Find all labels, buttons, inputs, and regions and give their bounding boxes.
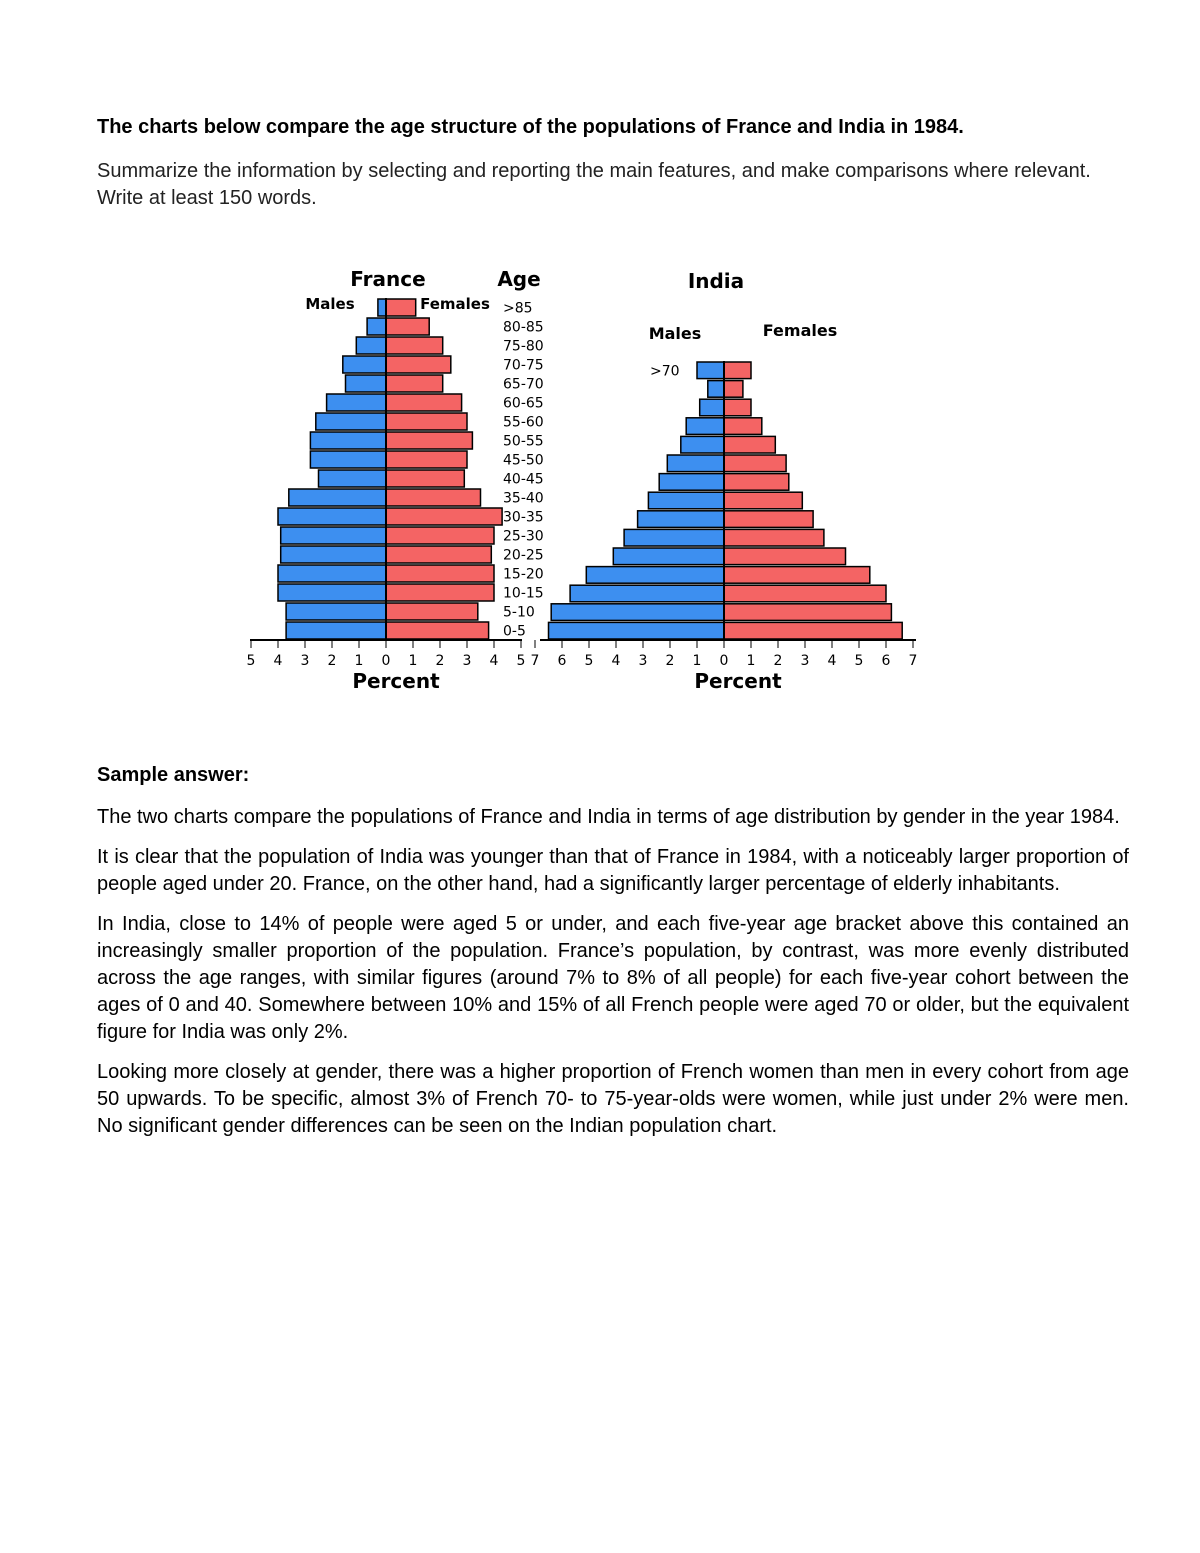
answer-paragraph-4: Looking more closely at gender, there was a higher proportion of French women than men in every cohort from age 50 upwards. To be specific, almost 3% of French 70- to 75-year-olds were women, while just under 2% were men. No significant gender differences can be seen on the Indian population chart. [97,1061,1129,1137]
female-bar-0-5 [386,622,489,639]
age-label: >85 [503,300,533,317]
india-bars [549,362,903,639]
male-bar-45-50 [667,455,724,472]
answer-paragraph-1: The two charts compare the populations of France and India in terms of age distribution by gender in the year 1984. [97,806,1120,828]
x-tick-label: 5 [516,653,526,669]
female-bar-25-30 [386,527,494,544]
x-tick-label: 3 [300,653,310,669]
x-tick-label: 4 [489,653,499,669]
female-bar->70 [724,362,751,379]
female-bar-80-85 [386,318,429,335]
x-tick-label: 6 [557,653,567,669]
male-bar-20-25 [613,548,724,565]
x-tick-label: 3 [462,653,472,669]
male-bar-70-75 [343,356,386,373]
female-bar-65-70 [386,375,443,392]
male-bar-65-70 [346,375,387,392]
male-bar->70 [697,362,724,379]
x-tick-label: 2 [773,653,783,669]
age-label: 50-55 [503,433,544,450]
female-bar-60-65 [386,394,462,411]
female-bar-60-65 [724,399,751,416]
male-bar-55-60 [686,418,724,435]
age-label: 5-10 [503,604,535,621]
france-females-label: Females [420,295,490,313]
female-bar-35-40 [386,489,481,506]
task-title: The charts below compare the age structure of the populations of France and India in 1984. [97,116,964,138]
female-bar-50-55 [724,436,775,453]
x-tick-label: 5 [246,653,256,669]
male-bar-40-45 [319,470,387,487]
male-bar-60-65 [700,399,724,416]
male-bar-10-15 [570,585,724,602]
male-bar-55-60 [316,413,386,430]
age-label: 55-60 [503,414,544,431]
male-bar-35-40 [289,489,386,506]
india-age-labels [650,363,680,379]
age-label: 20-25 [503,547,544,564]
male-bar-60-65 [327,394,386,411]
male-bar-20-25 [281,546,386,563]
x-tick-label: 4 [273,653,283,669]
male-bar-35-40 [648,492,724,509]
age-label: 75-80 [503,338,544,355]
x-tick-label: 4 [611,653,621,669]
female-bar-40-45 [386,470,464,487]
female-bar-65-70 [724,381,743,398]
x-tick-label: 0 [381,653,391,669]
x-tick-label: 3 [638,653,648,669]
x-tick-label: 1 [746,653,756,669]
x-tick-label: 0 [719,653,729,669]
female-bar-0-5 [724,622,902,639]
france-males-label: Males [305,295,355,313]
male-bar-45-50 [310,451,386,468]
x-tick-label: 2 [327,653,337,669]
france-bars [278,299,502,639]
female-bar-25-30 [724,529,824,546]
male-bar-30-35 [278,508,386,525]
age-label: >70 [650,363,680,380]
female-bar-55-60 [386,413,467,430]
age-label: 0-5 [503,623,526,640]
female-bar-15-20 [386,565,494,582]
female-bar->85 [386,299,416,316]
female-bar-5-10 [724,604,891,621]
age-label: 65-70 [503,376,544,393]
france-age-labels [503,301,544,640]
female-bar-15-20 [724,567,870,584]
x-tick-label: 6 [881,653,891,669]
male-bar-80-85 [367,318,386,335]
male-bar->85 [378,299,386,316]
male-bar-25-30 [281,527,386,544]
india-females-label: Females [762,321,838,340]
x-tick-label: 1 [692,653,702,669]
x-tick-label: 2 [435,653,445,669]
india-xlabel: Percent [694,669,782,693]
x-tick-label: 7 [908,653,918,669]
x-tick-label: 5 [854,653,864,669]
male-bar-0-5 [286,622,386,639]
age-label: 30-35 [503,509,544,526]
answer-heading: Sample answer: [97,764,250,786]
age-label: 45-50 [503,452,544,469]
age-label: 10-15 [503,585,544,602]
task-instructions [97,158,1129,212]
male-bar-5-10 [551,604,724,621]
male-bar-15-20 [586,567,724,584]
age-label: 80-85 [503,319,544,336]
age-axis-label: Age [497,267,541,291]
population-charts [240,260,930,700]
female-bar-30-35 [724,511,813,528]
age-label: 35-40 [503,490,544,507]
age-label: 60-65 [503,395,544,412]
x-tick-label: 1 [408,653,418,669]
male-bar-50-55 [681,436,724,453]
male-bar-30-35 [638,511,724,528]
male-bar-15-20 [278,565,386,582]
india-males-label: Males [648,324,702,343]
male-bar-40-45 [659,474,724,491]
x-tick-label: 7 [530,653,540,669]
male-bar-65-70 [708,381,724,398]
sample-answer [97,762,1129,1153]
female-bar-70-75 [386,356,451,373]
female-bar-10-15 [724,585,886,602]
female-bar-20-25 [386,546,491,563]
female-bar-45-50 [386,451,467,468]
female-bar-10-15 [386,584,494,601]
female-bar-55-60 [724,418,762,435]
task-instruction-text: Summarize the information by selecting and reporting the main features, and make comparisons where relevant. [97,160,1091,182]
male-bar-5-10 [286,603,386,620]
answer-paragraph-2: It is clear that the population of India was younger than that of France in 1984, with a noticeably larger proportion of people aged under 20. France, on the other hand, had a significantly larger percentage of elderly inhabitants. [97,846,1129,895]
female-bar-35-40 [724,492,802,509]
india-title: India [687,269,745,293]
france-xlabel: Percent [352,669,440,693]
male-bar-0-5 [549,622,725,639]
male-bar-10-15 [278,584,386,601]
female-bar-20-25 [724,548,846,565]
answer-paragraph-3: In India, close to 14% of people were aged 5 or under, and each five-year age bracket above this contained an increasingly smaller proportion of the population. France’s population, by contrast, was more evenly distributed across the age ranges, with similar figures (around 7% to 8% of all people) for each five-year cohort between the ages of 0 and 40. Somewhere between 10% and 15% of all French people were aged 70 or older, but the equivalent figure for India was only 2%. [97,913,1129,1043]
x-tick-label: 1 [354,653,364,669]
france-title: France [350,267,426,291]
female-bar-30-35 [386,508,502,525]
age-label: 25-30 [503,528,544,545]
task-word-count: Write at least 150 words. [97,187,317,209]
female-bar-40-45 [724,474,789,491]
age-label: 40-45 [503,471,544,488]
population-pyramids-svg [240,260,930,700]
x-tick-label: 2 [665,653,675,669]
age-label: 70-75 [503,357,544,374]
female-bar-5-10 [386,603,478,620]
female-bar-75-80 [386,337,443,354]
x-tick-label: 4 [827,653,837,669]
x-tick-label: 5 [584,653,594,669]
x-tick-label: 3 [800,653,810,669]
male-bar-25-30 [624,529,724,546]
age-label: 15-20 [503,566,544,583]
female-bar-50-55 [386,432,472,449]
female-bar-45-50 [724,455,786,472]
male-bar-75-80 [356,337,386,354]
male-bar-50-55 [310,432,386,449]
